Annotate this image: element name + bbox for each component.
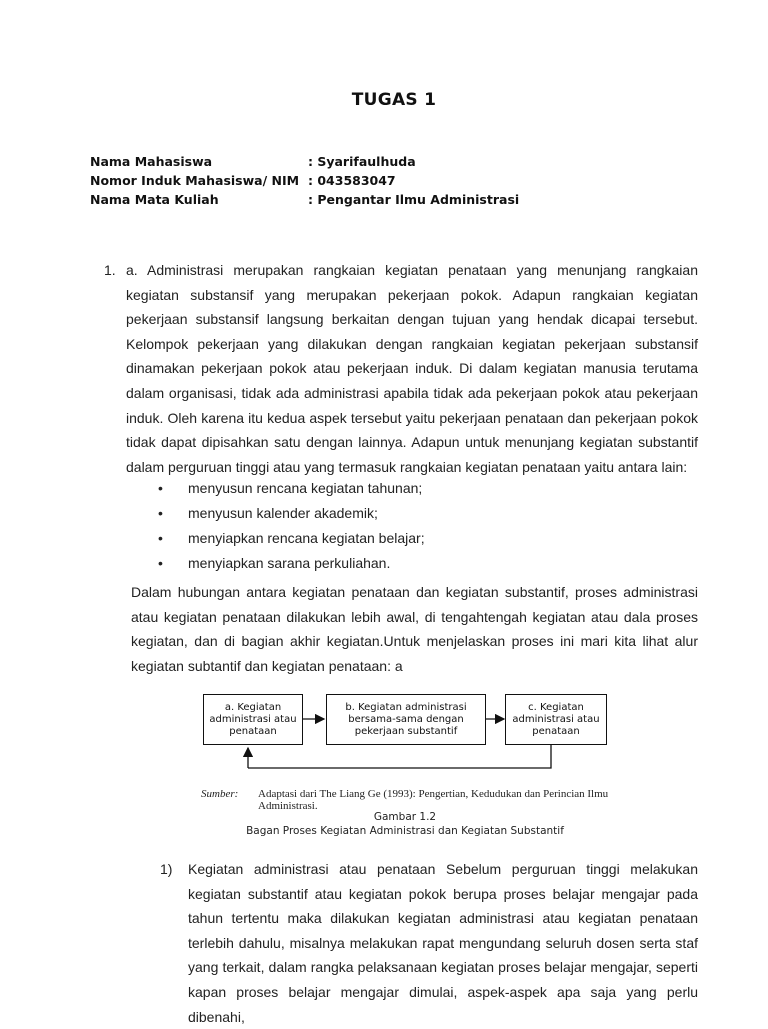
question-number: 1. [104,262,116,278]
list-item-text: menyusun kalender akademik; [188,505,378,521]
bullet-icon: • [158,555,163,571]
diagram-box-c: c. Kegiatan administrasi atau penataan [505,694,607,745]
page-title: TUGAS 1 [351,90,437,110]
item-1-paragraph: Kegiatan administrasi atau penataan Sebelum perguruan tinggi melakukan kegiatan substantif atau kegiatan pokok berupa proses belajar mengajar pada tahun tertentu maka dilakukan kegiatan administrasi atau kegiatan penataan terlebih dahulu, misalnya melakukan rapat mengundang seluruh dosen serta staf yang terkait, dalam rangka pelaksanaan kegiatan proses belajar mengajar, seperti kapan proses belajar mengajar dimulai, aspek-aspek apa saja yang perlu dibenahi, [188,861,698,1025]
diagram-box-b: b. Kegiatan administrasi bersama-sama dengan pekerjaan substantif [326,694,486,745]
info-label: Nomor Induk Mahasiswa/ NIM [90,173,300,188]
list-item-text: menyiapkan rencana kegiatan belajar; [188,530,425,546]
paragraph-2: Dalam hubungan antara kegiatan penataan dan kegiatan substantif, proses administrasi atau kegiatan penataan dilakukan lebih awal, di tengahtengah kegiatan atau dala proses kegiatan, dan di bagian akhir kegiatan.Untuk menjelaskan proses ini mari kita lihat alur kegiatan subtantif dan kegiatan penataan: a [131,584,698,674]
diagram-box-a: a. Kegiatan administrasi atau penataan [203,694,303,745]
bullet-icon: • [158,530,163,546]
question-1-paragraph: a. Administrasi merupakan rangkaian kegiatan penataan yang menunjang rangkaian kegiatan substansif yang merupakan pekerjaan pokok. Adapun rangkaian kegiatan pekerjaan substansif langsung berkaitan dengan tujuan yang hendak dicapai tersebut. Kelompok pekerjaan yang dilakukan dengan rangkaian kegiatan pekerjaan substansif dinamakan pekerjaan pokok atau pekerjaan induk. Di dalam kegiatan manusia terutama dalam organisasi, tidak ada administrasi apabila tidak ada pekerjaan pokok atau pekerjaan induk. Oleh karena itu kedua aspek tersebut yaitu pekerjaan penataan dan pekerjaan pokok tidak dapat dipisahkan satu dengan lainnya. Adapun untuk menunjang kegiatan substantif dalam perguruan tinggi atau yang termasuk rangkaian kegiatan penataan yaitu antara lain: [126,262,698,475]
info-label: Nama Mata Kuliah [90,192,219,207]
list-item-text: menyiapkan sarana perkuliahan. [188,555,391,571]
list-item-text: menyusun rencana kegiatan tahunan; [188,480,423,496]
item-number: 1) [160,861,173,877]
figure-title: Bagan Proses Kegiatan Administrasi dan Kegiatan Substantif [246,825,564,837]
source-label: Sumber: [201,788,239,800]
bullet-icon: • [158,480,163,496]
info-label: Nama Mahasiswa [90,154,213,169]
source-text: Adaptasi dari The Liang Ge (1993): Pengertian, Kedudukan dan Perincian Ilmu Administrasi. [258,788,609,812]
info-value: : Syarifaulhuda [308,154,416,169]
return-line [248,745,551,768]
info-value: : Pengantar Ilmu Administrasi [308,192,520,207]
figure-number: Gambar 1.2 [373,811,437,823]
bullet-icon: • [158,505,163,521]
info-value: : 043583047 [308,173,396,188]
